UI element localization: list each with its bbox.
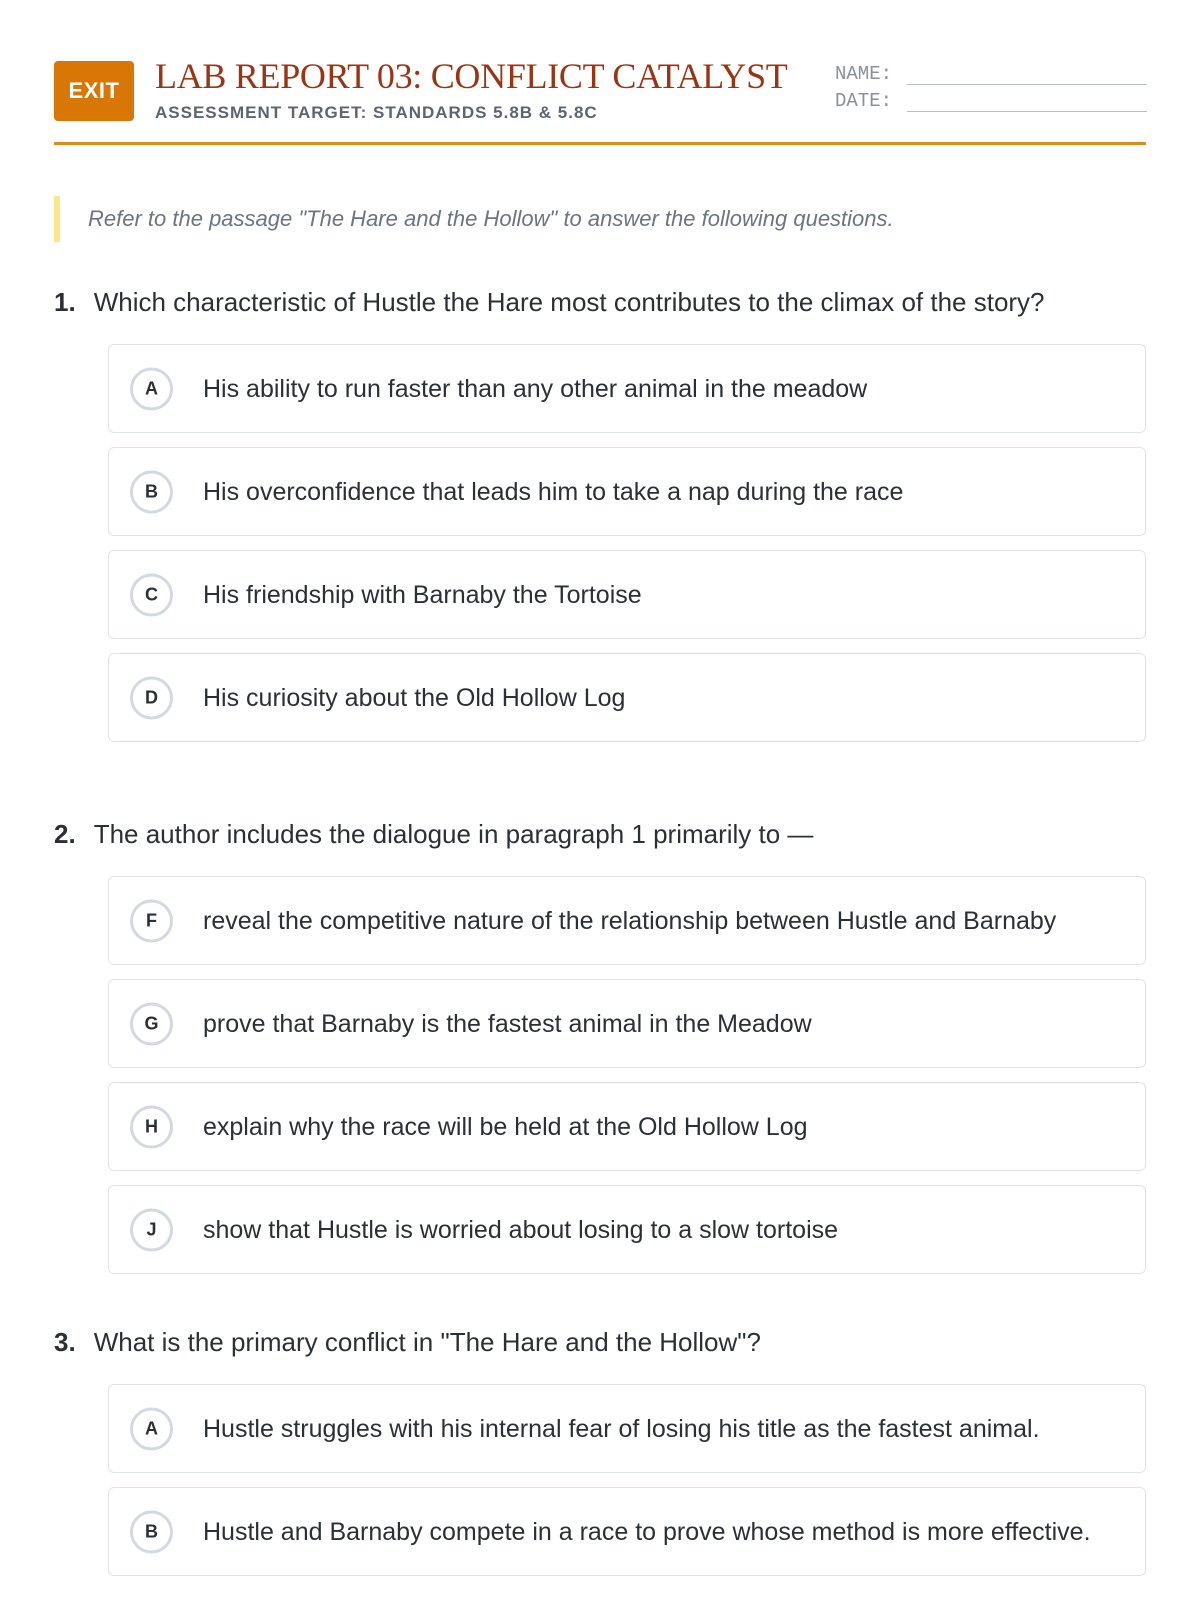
- name-field[interactable]: [907, 64, 1147, 85]
- answer-option-b[interactable]: [108, 447, 1146, 536]
- exit-button[interactable]: EXIT: [54, 61, 134, 121]
- answer-option-d[interactable]: [108, 653, 1146, 742]
- option-letter-badge: H: [130, 1105, 173, 1148]
- question-3: [54, 1324, 1146, 1590]
- answer-option-a[interactable]: [108, 344, 1146, 433]
- answer-options: [108, 876, 1146, 1274]
- option-letter-badge: C: [130, 573, 173, 616]
- answer-options: [108, 1384, 1146, 1576]
- answer-option-a[interactable]: [108, 1384, 1146, 1473]
- option-letter-badge: A: [130, 1407, 173, 1450]
- assessment-page: [54, 0, 1146, 1546]
- option-letter-badge: B: [130, 1510, 173, 1553]
- instruction-callout: Refer to the passage "The Hare and the Hollow" to answer the following questions.: [54, 196, 894, 242]
- option-text: His curiosity about the Old Hollow Log: [203, 683, 626, 712]
- answer-option-g[interactable]: [108, 979, 1146, 1068]
- option-letter-badge: A: [130, 367, 173, 410]
- question-number: 3.: [54, 1327, 76, 1357]
- option-text: His friendship with Barnaby the Tortoise: [203, 580, 642, 609]
- option-letter-badge: J: [130, 1208, 173, 1251]
- option-text: reveal the competitive nature of the relationship between Hustle and Barnaby: [203, 906, 1057, 935]
- option-text: Hustle struggles with his internal fear of losing his title as the fastest animal.: [203, 1414, 1040, 1443]
- option-text: show that Hustle is worried about losing to a slow tortoise: [203, 1215, 839, 1244]
- date-row: [835, 90, 1147, 112]
- assessment-target-subtitle: ASSESSMENT TARGET: STANDARDS 5.8B & 5.8C: [155, 103, 598, 122]
- option-letter-badge: G: [130, 1002, 173, 1045]
- question-number: 1.: [54, 287, 76, 317]
- question-text: The author includes the dialogue in paragraph 1 primarily to —: [93, 819, 814, 849]
- name-label: NAME:: [835, 63, 893, 85]
- option-letter-badge: B: [130, 470, 173, 513]
- option-text: explain why the race will be held at the Old Hollow Log: [203, 1112, 808, 1141]
- answer-option-c[interactable]: [108, 550, 1146, 639]
- question-text: What is the primary conflict in "The Hare and the Hollow"?: [93, 1327, 761, 1357]
- date-label: DATE:: [835, 90, 893, 112]
- answer-option-h[interactable]: [108, 1082, 1146, 1171]
- option-letter-badge: F: [130, 899, 173, 942]
- question-2: [54, 816, 1146, 1288]
- option-text: prove that Barnaby is the fastest animal in the Meadow: [203, 1009, 812, 1038]
- question-1: [54, 284, 1146, 756]
- option-text: His ability to run faster than any other animal in the meadow: [203, 374, 868, 403]
- question-number: 2.: [54, 819, 76, 849]
- name-row: [835, 63, 1147, 85]
- date-field[interactable]: [907, 91, 1147, 112]
- answer-option-b[interactable]: [108, 1487, 1146, 1576]
- question-text: Which characteristic of Hustle the Hare most contributes to the climax of the story?: [93, 287, 1045, 317]
- question-header: [54, 816, 1146, 853]
- option-text: His overconfidence that leads him to take a nap during the race: [203, 477, 904, 506]
- question-header: [54, 1324, 1146, 1361]
- report-header: [54, 0, 1146, 145]
- answer-option-f[interactable]: [108, 876, 1146, 965]
- option-text: Hustle and Barnaby compete in a race to prove whose method is more effective.: [203, 1517, 1091, 1546]
- question-header: [54, 284, 1146, 321]
- answer-option-j[interactable]: [108, 1185, 1146, 1274]
- option-letter-badge: D: [130, 676, 173, 719]
- page-title: LAB REPORT 03: CONFLICT CATALYST: [155, 56, 788, 96]
- answer-options: [108, 344, 1146, 742]
